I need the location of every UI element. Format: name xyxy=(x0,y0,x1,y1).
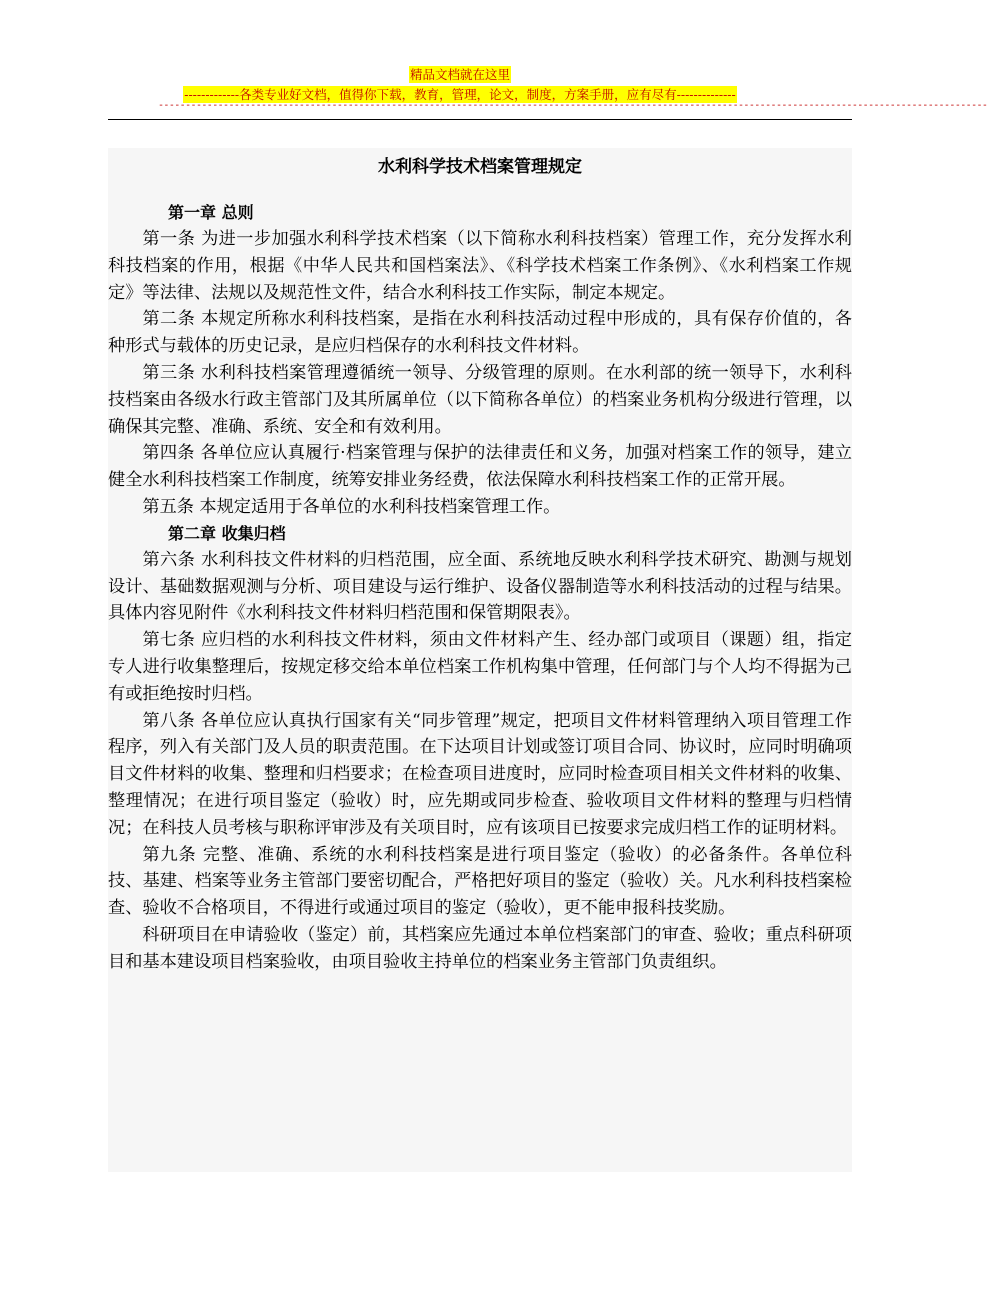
article-1: 第一条 为进一步加强水利科学技术档案（以下简称水利科技档案）管理工作，充分发挥水利科技档案的作用，根据《中华人民共和国档案法》、《科学技术档案工作条例》、《水利档案工作规定》等法律、法规以及规范性文件，结合水利科技工作实际，制定本规定。 xyxy=(108,229,852,303)
document-body xyxy=(108,148,852,1172)
chapter-heading-1: 第一章 总则 xyxy=(168,203,254,222)
header-slogan: 精品文档就在这里 xyxy=(409,67,510,82)
article-2: 第二条 本规定所称水利科技档案，是指在水利科技活动过程中形成的，具有保存价值的，各种形式与载体的历史记录，是应归档保存的水利科技文件材料。 xyxy=(108,309,852,357)
document-content xyxy=(108,200,852,976)
article-4: 第四条 各单位应认真履行·档案管理与保护的法律责任和义务，加强对档案工作的领导，建立健全水利科技档案工作制度，统筹安排业务经费，依法保障水利科技档案工作的正常开展。 xyxy=(108,443,852,491)
article-7: 第七条 应归档的水利科技文件材料，须由文件材料产生、经办部门或项目（课题）组，指定专人进行收集整理后，按规定移交给本单位档案工作机构集中管理，任何部门与个人均不得据为己有或拒绝按时归档。 xyxy=(108,630,852,704)
header-divider xyxy=(108,119,852,120)
header-banner-top xyxy=(0,64,920,83)
chapter-heading-2: 第二章 收集归档 xyxy=(168,523,286,543)
article-8: 第八条 各单位应认真执行国家有关“同步管理”规定，把项目文件材料管理纳入项目管理工作程序，列入有关部门及人员的职责范围。在下达项目计划或签订项目合同、协议时，应同时明确项目文件材料的收集、整理和归档要求；在检查项目进度时，应同时检查项目相关文件材料的收集、整理情况；在进行项目鉴定（验收）时，应先期或同步检查、验收项目文件材料的整理与归档情况；在科技人员考核与职称评审涉及有关项目时，应有该项目已按要求完成归档工作的证明材料。 xyxy=(108,710,852,838)
article-5: 第五条 本规定适用于各单位的水利科技档案管理工作。 xyxy=(142,496,561,517)
header-tagline: -------------各类专业好文档，值得你下载，教育，管理，论文，制度，方案手册，应有尽有-------------- xyxy=(184,87,736,102)
article-9-paragraph-2: 科研项目在申请验收（鉴定）前，其档案应先通过本单位档案部门的审查、验收；重点科研项目和基本建设项目档案验收，由项目验收主持单位的档案业务主管部门负责组织。 xyxy=(108,924,852,972)
article-9: 第九条 完整、准确、系统的水利科技档案是进行项目鉴定（验收）的必备条件。各单位科技、基建、档案等业务主管部门要密切配合，严格把好项目的鉴定（验收）关。凡水利科技档案检查、验收不合格项目，不得进行或通过项目的鉴定（验收），更不能申报科技奖励。 xyxy=(108,844,852,919)
article-6: 第六条 水利科技文件材料的归档范围，应全面、系统地反映水利科学技术研究、勘测与规划设计、基础数据观测与分析、项目建设与运行维护、设备仪器制造等水利科技活动的过程与结果。具体内容见附件《水利科技文件材料归档范围和保管期限表》。 xyxy=(108,549,852,624)
article-3: 第三条 水利科技档案管理遵循统一领导、分级管理的原则。在水利部的统一领导下，水利科技档案由各级水行政主管部门及其所属单位（以下简称各单位）的档案业务机构分级进行管理，以确保其完整、准确、系统、安全和有效利用。 xyxy=(108,362,852,437)
document-title: 水利科学技术档案管理规定 xyxy=(378,157,582,177)
header-dashed-line: --------------------------------------------------------------------------------------------------------------------------------------------------------- xyxy=(158,100,987,111)
